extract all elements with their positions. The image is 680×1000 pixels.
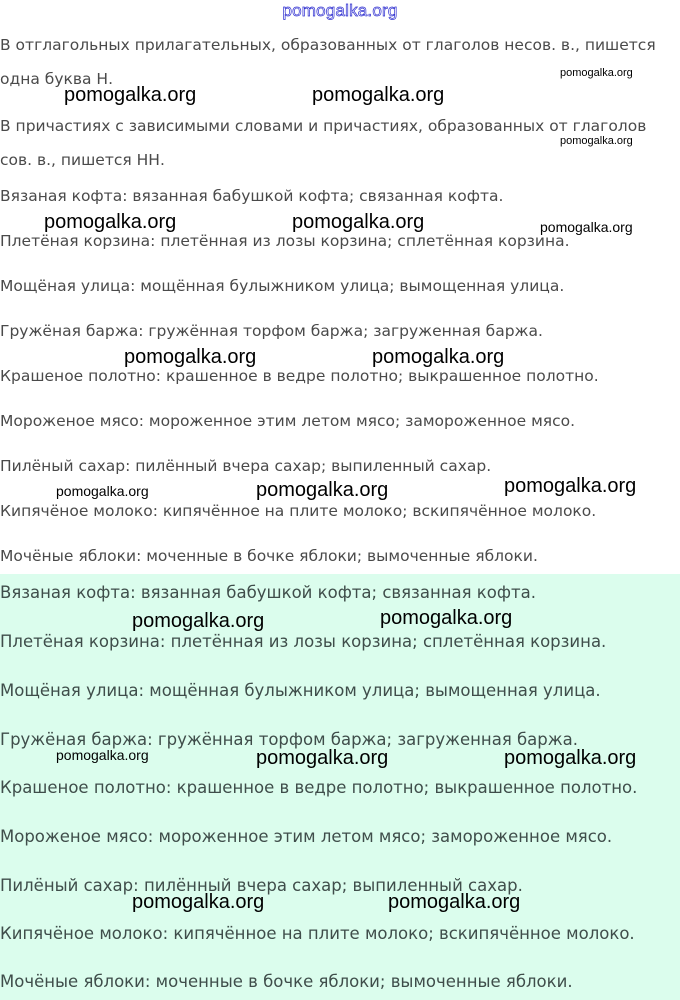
- watermark: pomogalka.org: [124, 346, 257, 368]
- example-line: Плетёная корзина: плетённая из лозы корзина; сплетённая корзина.: [0, 232, 570, 250]
- watermark: pomogalka.org: [372, 346, 505, 368]
- watermark: pomogalka.org: [132, 891, 265, 913]
- answer-line: Кипячёное молоко: кипячённое на плите молоко; вскипячённое молоко.: [0, 924, 635, 943]
- watermark: pomogalka.org: [388, 891, 521, 913]
- watermark: pomogalka.org: [504, 475, 637, 497]
- header-watermark: pomogalka.org: [282, 1, 398, 20]
- watermark: pomogalka.org: [504, 747, 637, 769]
- rule-line-1: В отглагольных прилагательных, образованных от глаголов несов. в., пишется: [0, 36, 656, 54]
- answer-line: Крашеное полотно: крашенное в ведре полотно; выкрашенное полотно.: [0, 778, 638, 797]
- watermark: pomogalka.org: [56, 747, 149, 763]
- rule-line-4: сов. в., пишется НН.: [0, 151, 165, 169]
- watermark: pomogalka.org: [256, 747, 389, 769]
- rule-line-2: одна буква Н.: [0, 70, 113, 88]
- watermark: pomogalka.org: [44, 211, 177, 233]
- watermark: pomogalka.org: [56, 483, 149, 499]
- answer-line: Мороженое мясо: мороженное этим летом мясо; замороженное мясо.: [0, 827, 613, 846]
- answer-line: Плетёная корзина: плетённая из лозы корзина; сплетённая корзина.: [0, 632, 607, 651]
- example-line: Мощёная улица: мощённая булыжником улица; вымощенная улица.: [0, 277, 565, 295]
- rule-line-3: В причастиях с зависимыми словами и причастиях, образованных от глаголов: [0, 117, 647, 135]
- example-line: Мочёные яблоки: моченные в бочке яблоки; вымоченные яблоки.: [0, 547, 538, 565]
- answer-line: Гружёная баржа: гружённая торфом баржа; загруженная баржа.: [0, 730, 578, 749]
- answer-line: Пилёный сахар: пилённый вчера сахар; выпиленный сахар.: [0, 876, 523, 895]
- answer-line: Мощёная улица: мощённая булыжником улица; вымощенная улица.: [0, 681, 601, 700]
- watermark: pomogalka.org: [560, 67, 633, 79]
- example-line: Вязаная кофта: вязанная бабушкой кофта; связанная кофта.: [0, 187, 504, 205]
- answer-line: Вязаная кофта: вязанная бабушкой кофта; связанная кофта.: [0, 583, 536, 602]
- answer-line: Мочёные яблоки: моченные в бочке яблоки; вымоченные яблоки.: [0, 972, 573, 991]
- watermark: pomogalka.org: [132, 610, 265, 632]
- watermark: pomogalka.org: [560, 135, 633, 147]
- example-line: Гружёная баржа: гружённая торфом баржа; загруженная баржа.: [0, 322, 543, 340]
- answer-section: [0, 574, 680, 1000]
- example-line: Крашеное полотно: крашенное в ведре полотно; выкрашенное полотно.: [0, 367, 599, 385]
- example-line: Мороженое мясо: мороженное этим летом мясо; замороженное мясо.: [0, 412, 576, 430]
- example-line: Кипячёное молоко: кипячённое на плите молоко; вскипячённое молоко.: [0, 502, 597, 520]
- watermark: pomogalka.org: [380, 607, 513, 629]
- watermark: pomogalka.org: [256, 479, 389, 501]
- watermark: pomogalka.org: [64, 84, 197, 106]
- watermark: pomogalka.org: [292, 211, 425, 233]
- watermark: pomogalka.org: [540, 219, 633, 235]
- watermark: pomogalka.org: [312, 84, 445, 106]
- example-line: Пилёный сахар: пилённый вчера сахар; выпиленный сахар.: [0, 457, 492, 475]
